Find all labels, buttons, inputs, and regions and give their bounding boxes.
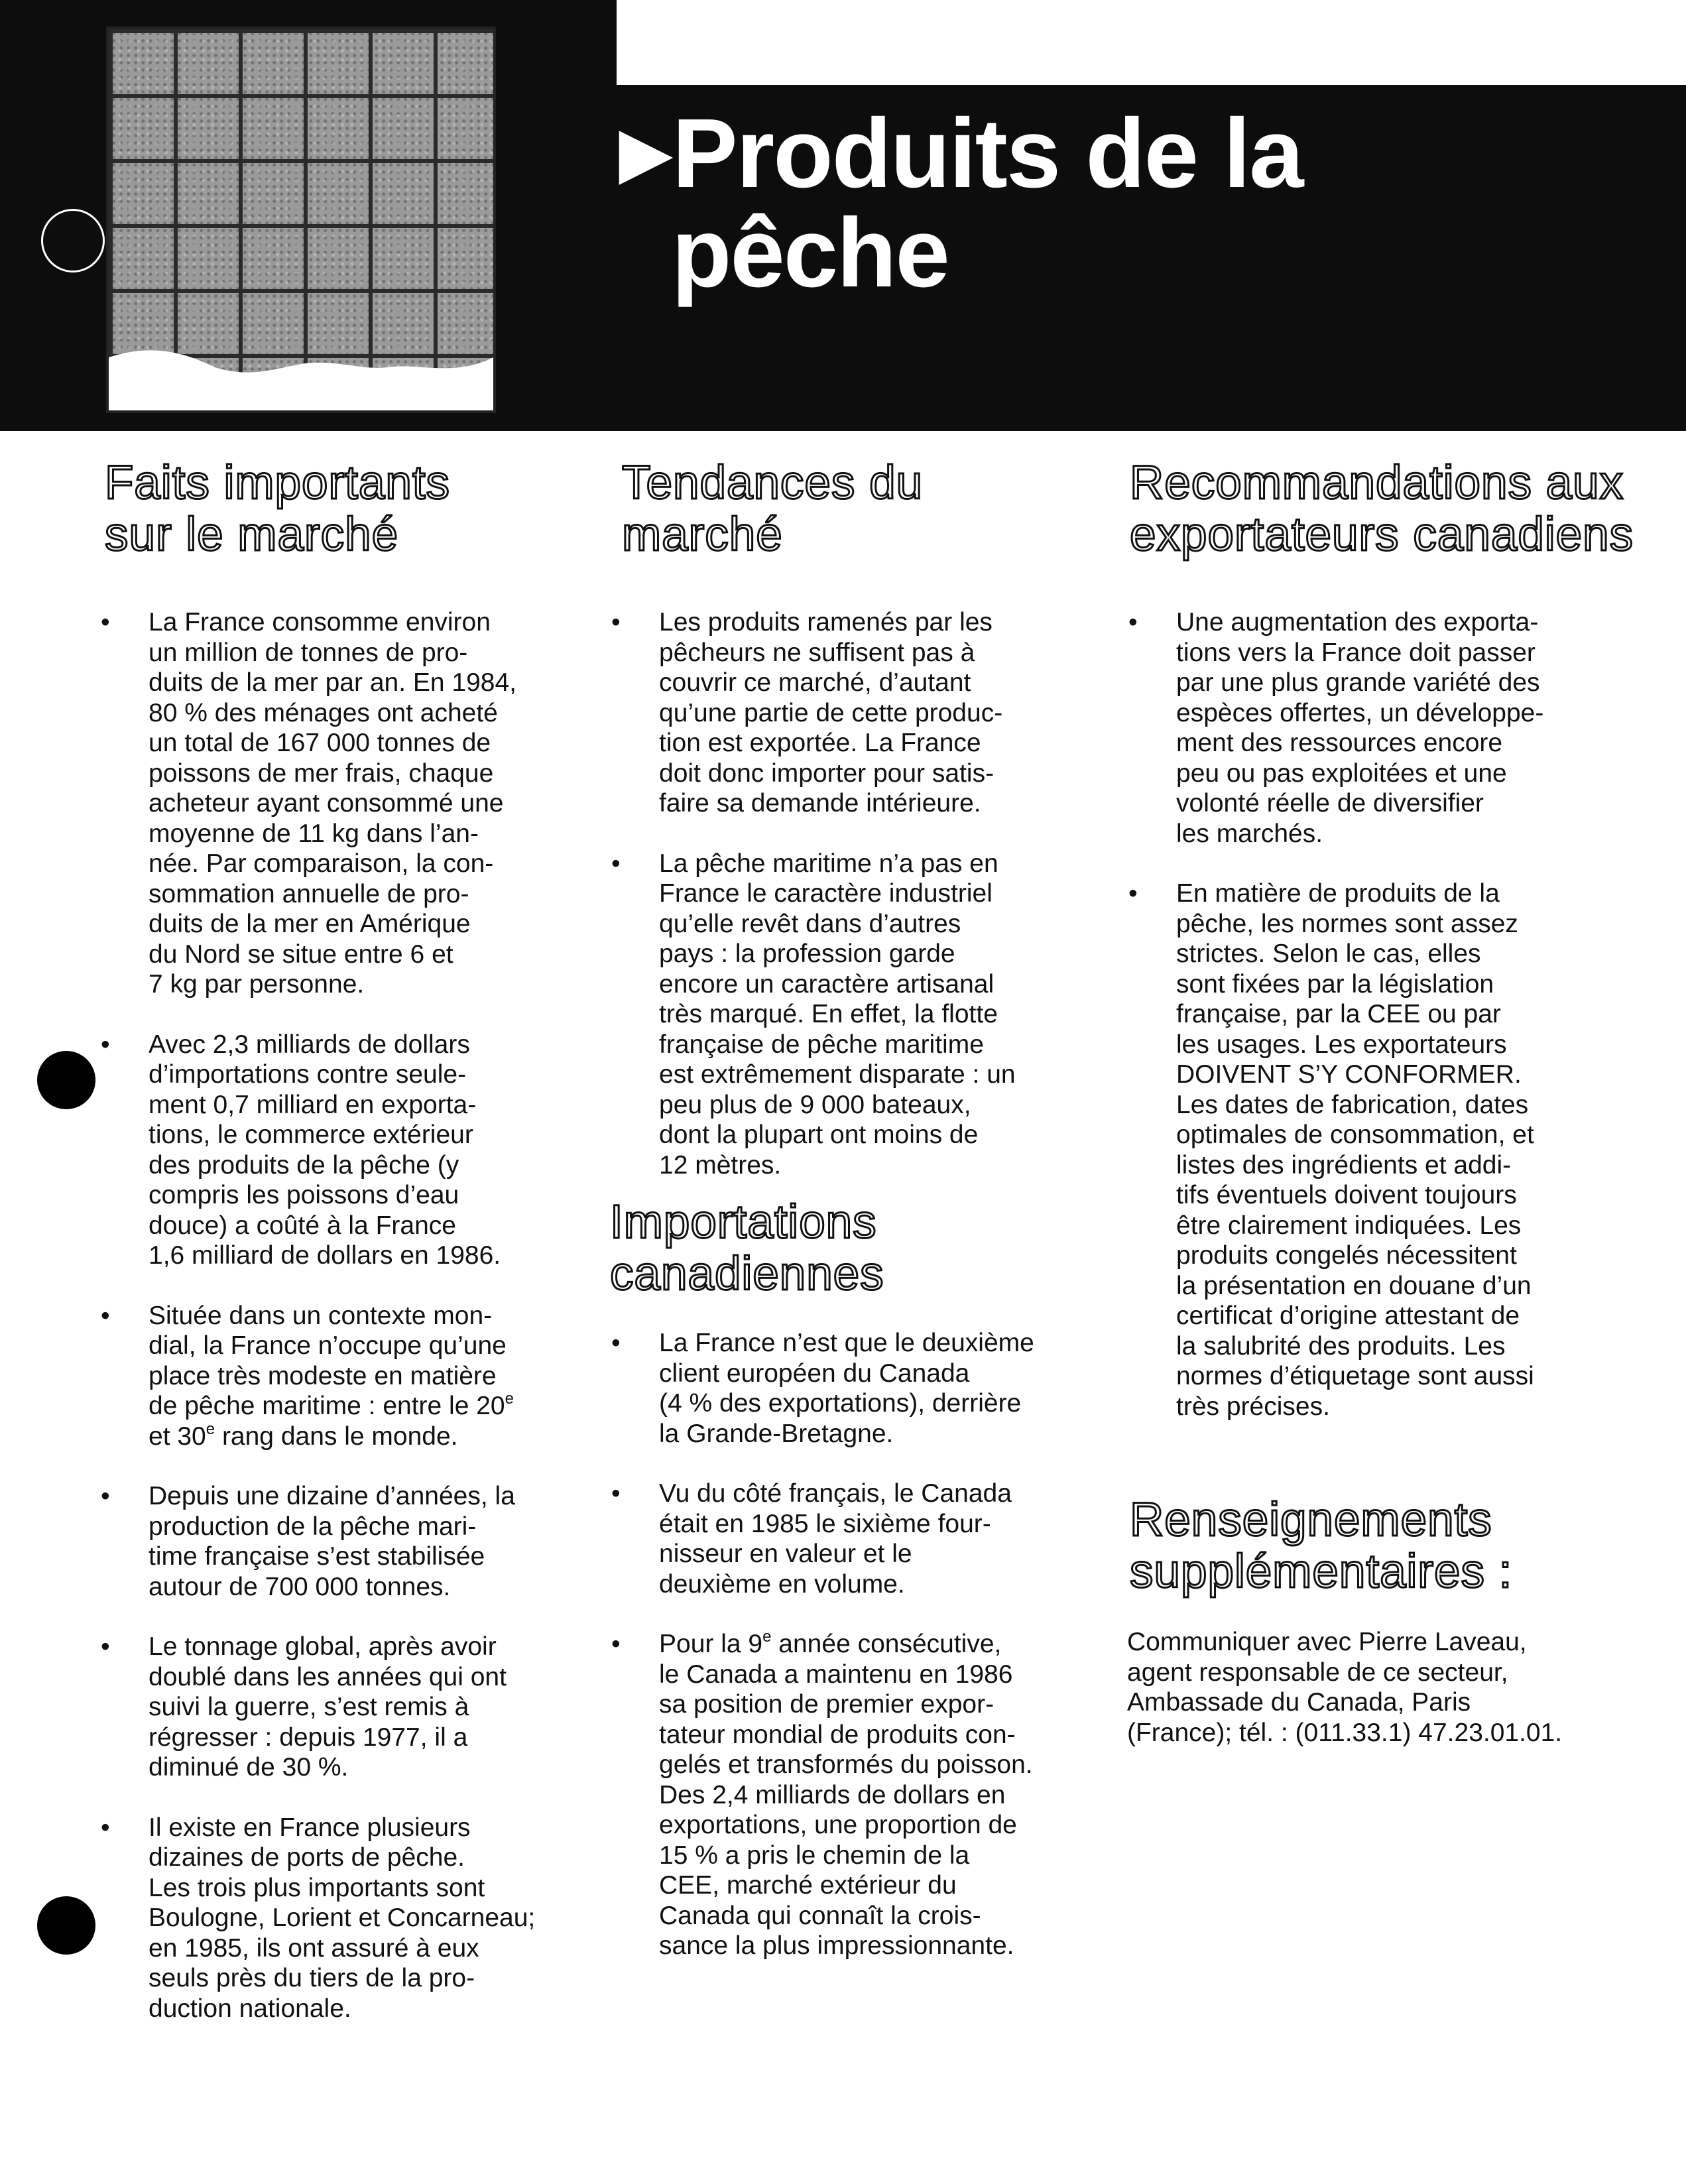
list-item [610, 849, 1101, 1181]
bullet-list-tendances [610, 607, 1101, 1180]
text-line: volonté réelle de diversifier [1176, 789, 1484, 818]
punch-hole-outline [41, 209, 105, 273]
heading-line: Renseignements [1130, 1494, 1492, 1546]
text-line: dizaines de ports de pêche. [149, 1843, 465, 1872]
column-tendances [610, 457, 1101, 1991]
text-line: qu’elle revêt dans d’autres [659, 909, 961, 938]
heading-recommandations [1130, 457, 1651, 561]
text-line: production de la pêche mari- [149, 1512, 477, 1541]
text-line: agent responsable de ce secteur, [1127, 1658, 1508, 1687]
heading-importations [610, 1197, 1101, 1300]
list-item [99, 1301, 583, 1452]
heading-renseignements [1130, 1494, 1651, 1598]
text-line: tions vers la France doit passer [1176, 638, 1535, 667]
text-segment: et 30 [149, 1422, 206, 1451]
list-item [99, 1481, 583, 1602]
text-line: duits de la mer en Amérique [149, 910, 471, 938]
bullet-icon: • [101, 1301, 110, 1330]
text-line: listes des ingrédients et addi- [1176, 1150, 1512, 1180]
text-line: née. Par comparaison, la con- [149, 849, 494, 878]
list-item [99, 607, 583, 1000]
text-line: seuls près du tiers de la pro- [149, 1964, 475, 1992]
text-line: client européen du Canada [659, 1359, 970, 1388]
heading-faits [105, 457, 583, 561]
text-line [659, 1629, 1101, 1660]
text-line: du Nord se situe entre 6 et [149, 940, 453, 969]
list-item [610, 607, 1101, 819]
text-line: Située dans un contexte mon- [149, 1301, 493, 1330]
superscript: e [505, 1390, 514, 1408]
text-line: Avec 2,3 milliards de dollars [149, 1030, 470, 1059]
text-line: peu plus de 9 000 bateaux, [659, 1090, 971, 1119]
bullet-list-faits [99, 607, 583, 2024]
list-item [99, 1813, 583, 2024]
text-line: DOIVENT S’Y CONFORMER. [1176, 1060, 1522, 1089]
text-line: nisseur en valeur et le [659, 1540, 912, 1568]
text-line: time française s’est stabilisée [149, 1542, 485, 1571]
text-line: pêche, les normes sont assez [1176, 909, 1518, 938]
text-line: couvrir ce marché, d’autant [659, 668, 971, 697]
text-line: Une augmentation des exporta- [1176, 608, 1539, 637]
text-line: française, par la CEE ou par [1176, 1000, 1501, 1028]
text-line: tion est exportée. La France [659, 729, 981, 757]
text-line: acheteur ayant consommé une [149, 789, 504, 818]
heading-line: canadiennes [610, 1248, 884, 1300]
list-item [610, 1479, 1101, 1599]
text-line: (France); tél. : (011.33.1) 47.23.01.01. [1127, 1718, 1563, 1747]
text-line: est extrêmement disparate : un [659, 1060, 1016, 1089]
text-line: sance la plus impressionnante. [659, 1931, 1014, 1960]
text-line: d’importations contre seule- [149, 1060, 467, 1089]
heading-line: Importations [610, 1196, 877, 1248]
text-line: Boulogne, Lorient et Concarneau; [149, 1904, 536, 1932]
text-line: compris les poissons d’eau [149, 1181, 459, 1209]
text-segment: de pêche maritime : entre le 20 [149, 1392, 505, 1420]
bullet-icon: • [101, 1030, 110, 1059]
bullet-icon: • [611, 849, 621, 878]
text-line: qu’une partie de cette produc- [659, 698, 1003, 727]
text-line: le Canada a maintenu en 1986 [659, 1660, 1013, 1689]
text-line: Communiquer avec Pierre Laveau, [1127, 1628, 1527, 1656]
banner-top-margin [617, 0, 1686, 85]
text-line: dial, la France n’occupe qu’une [149, 1331, 507, 1360]
text-line: pêcheurs ne suffisent pas à [659, 638, 975, 667]
text-line: strictes. Selon le cas, elles [1176, 940, 1481, 968]
text-line [149, 1422, 583, 1452]
list-item [1127, 879, 1651, 1422]
fishing-net-photo [106, 27, 496, 413]
superscript: e [206, 1420, 215, 1438]
text-line: Canada qui connaît la crois- [659, 1901, 981, 1930]
text-line: un million de tonnes de pro- [149, 638, 468, 667]
text-line: pays : la profession garde [659, 940, 955, 968]
text-line: être clairement indiquées. Les [1176, 1211, 1522, 1240]
list-item [99, 1632, 583, 1783]
heading-tendances [622, 457, 1101, 561]
text-segment: Pour la 9 [659, 1630, 763, 1658]
text-line: optimales de consommation, et [1176, 1121, 1534, 1149]
text-line: Vu du côté français, le Canada [659, 1479, 1012, 1508]
title-line-1: Produits de la [672, 99, 1303, 208]
text-line: La pêche maritime n’a pas en [659, 849, 998, 878]
text-line: 1,6 milliard de dollars en 1986. [149, 1241, 501, 1270]
text-line: ment 0,7 milliard en exporta- [149, 1090, 477, 1119]
text-line: duits de la mer par an. En 1984, [149, 668, 517, 697]
title-line-2: pêche [672, 198, 949, 308]
text-line: France le caractère industriel [659, 879, 993, 908]
bullet-icon: • [1128, 608, 1138, 637]
text-segment: rang dans le monde. [215, 1422, 458, 1451]
text-line: faire sa demande intérieure. [659, 789, 981, 818]
text-line: produits congelés nécessitent [1176, 1241, 1517, 1270]
text-line: La France n’est que le deuxième [659, 1329, 1034, 1357]
superscript: e [762, 1628, 772, 1646]
bullet-icon: • [611, 1479, 621, 1508]
text-line: poissons de mer frais, chaque [149, 758, 494, 788]
bullet-icon: • [101, 1813, 110, 1842]
column-faits [99, 457, 583, 2053]
text-line: la présentation en douane d’un [1176, 1271, 1532, 1300]
punch-hole [37, 1896, 95, 1955]
text-line: diminué de 30 %. [149, 1753, 349, 1782]
text-line: doublé dans les années qui ont [149, 1662, 507, 1691]
text-line: CEE, marché extérieur du [659, 1871, 957, 1900]
text-line: 80 % des ménages ont acheté [149, 698, 498, 727]
text-line [149, 1391, 583, 1422]
text-line: (4 % des exportations), derrière [659, 1389, 1022, 1418]
text-line: un total de 167 000 tonnes de [149, 729, 491, 757]
bullet-icon: • [101, 1482, 110, 1510]
text-line: était en 1985 le sixième four- [659, 1509, 991, 1538]
text-line: française de pêche maritime [659, 1030, 984, 1059]
text-line: Les produits ramenés par les [659, 608, 993, 637]
heading-line: exportateurs canadiens [1130, 509, 1634, 561]
text-line: sa position de premier expor- [659, 1690, 994, 1719]
text-line: en 1985, ils ont assuré à eux [149, 1933, 479, 1963]
bullet-icon: • [101, 608, 110, 637]
column-recommandations [1127, 457, 1651, 1748]
bullet-icon: • [611, 1329, 621, 1357]
text-line: Les trois plus importants sont [149, 1873, 485, 1902]
text-segment: année consécutive, [771, 1630, 1002, 1658]
text-line: doit donc importer pour satis- [659, 758, 994, 788]
bullet-icon: • [611, 608, 621, 637]
heading-line: Recommandations aux [1130, 457, 1624, 509]
text-line: Le tonnage global, après avoir [149, 1632, 497, 1661]
bullet-list-recommandations [1127, 607, 1651, 1422]
text-line: la salubrité des produits. Les [1176, 1331, 1506, 1361]
text-line: certificat d’origine attestant de [1176, 1302, 1520, 1330]
text-line: autour de 700 000 tonnes. [149, 1572, 451, 1601]
text-line: ment des ressources encore [1176, 729, 1503, 757]
text-line: En matière de produits de la [1176, 879, 1500, 908]
text-line: tifs éventuels doivent toujours [1176, 1181, 1517, 1209]
bullet-icon: • [611, 1630, 621, 1658]
bullet-icon: • [1128, 879, 1138, 908]
text-line: tateur mondial de produits con- [659, 1720, 1016, 1749]
text-line: les marchés. [1176, 819, 1323, 848]
text-line: les usages. Les exportateurs [1176, 1030, 1507, 1059]
list-item [610, 1328, 1101, 1449]
text-line: la Grande-Bretagne. [659, 1419, 894, 1448]
text-line: très marqué. En effet, la flotte [659, 1000, 998, 1028]
punch-hole [37, 1051, 95, 1109]
text-line: duction nationale. [149, 1994, 351, 2023]
text-line: par une plus grande variété des [1176, 668, 1540, 697]
contact-info [1127, 1627, 1651, 1748]
text-line: espèces offertes, un développe- [1176, 698, 1544, 727]
text-line: sont fixées par la législation [1176, 969, 1494, 999]
heading-line: sur le marché [105, 509, 399, 561]
heading-line: marché [622, 509, 783, 561]
text-line: moyenne de 11 kg dans l’an- [149, 819, 479, 848]
heading-line: Tendances du [622, 457, 924, 509]
text-line: Ambassade du Canada, Paris [1127, 1688, 1471, 1717]
photo-white-shape [109, 331, 493, 410]
text-line: gelés et transformés du poisson. [659, 1750, 1033, 1779]
text-line: exportations, une proportion de [659, 1811, 1017, 1839]
page-title [620, 99, 1303, 308]
list-item [610, 1629, 1101, 1961]
list-item [99, 1030, 583, 1271]
text-line: douce) a coûté à la France [149, 1211, 456, 1240]
text-line: suivi la guerre, s’est remis à [149, 1693, 469, 1721]
text-line: Il existe en France plusieurs [149, 1813, 471, 1842]
text-line: 7 kg par personne. [149, 970, 365, 999]
text-line: deuxième en volume. [659, 1569, 905, 1599]
list-item [1127, 607, 1651, 849]
bullet-icon: • [101, 1632, 110, 1661]
bullet-list-importations [610, 1328, 1101, 1961]
text-line: Des 2,4 milliards de dollars en [659, 1780, 1006, 1809]
text-line: normes d’étiquetage sont aussi [1176, 1362, 1534, 1390]
text-line: 12 mètres. [659, 1150, 782, 1180]
arrow-icon: ▶ [620, 115, 670, 190]
text-line: Les dates de fabrication, dates [1176, 1090, 1529, 1119]
text-line: place très modeste en matière [149, 1361, 497, 1390]
text-line: très précises. [1176, 1392, 1330, 1421]
text-line: sommation annuelle de pro- [149, 879, 469, 908]
text-line: régresser : depuis 1977, il a [149, 1723, 468, 1752]
text-line: tions, le commerce extérieur [149, 1121, 473, 1149]
heading-line: Faits importants [105, 457, 451, 509]
heading-line: supplémentaires : [1130, 1546, 1513, 1598]
text-line: encore un caractère artisanal [659, 969, 994, 999]
text-line: La France consomme environ [149, 608, 491, 637]
text-line: Depuis une dizaine d’années, la [149, 1482, 515, 1510]
text-line: des produits de la pêche (y [149, 1150, 459, 1180]
text-line: 15 % a pris le chemin de la [659, 1841, 970, 1870]
text-line: peu ou pas exploitées et une [1176, 758, 1507, 788]
text-line: dont la plupart ont moins de [659, 1121, 979, 1149]
